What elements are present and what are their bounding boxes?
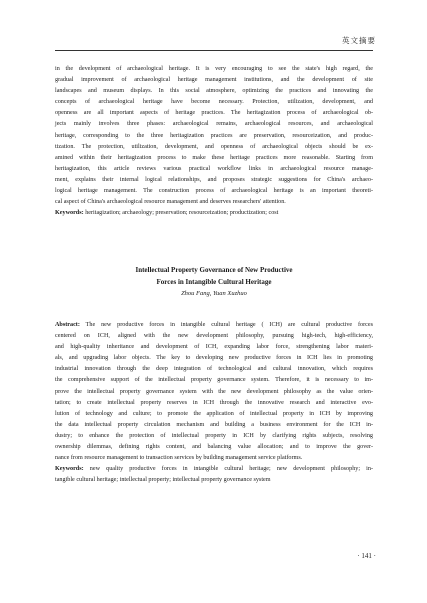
article-authors: Zhou Fang, Yuan Xuzhuo <box>181 290 247 297</box>
text-line: in the development of archaeological heritage. It is very encouraging to see the state's high regard, the <box>55 66 373 72</box>
article-title-block <box>55 264 373 299</box>
second-abstract <box>55 320 373 486</box>
text-line: the data intellectual property circulation mechanism and building a business environment for the ICH in- <box>55 421 373 428</box>
second-keywords <box>55 464 373 486</box>
abstract-label: Abstract: <box>55 322 80 328</box>
text-line: als, and upgrading labor objects. The key to developing new productive forces in ICH lies in promoting <box>55 355 373 362</box>
text-line <box>55 320 373 331</box>
text-line: centered on ICH, aligned with the new development philosophy, pursuing high-tech, high-efficiency, <box>55 333 373 340</box>
text-line: and high-quality inheritance and development of ICH, expanding labor force, strengthening labor materi- <box>55 344 373 351</box>
abstract-text: The new productive forces in intangible cultural heritage ( ICH) are cultural productive forces <box>79 322 373 328</box>
keywords-text: heritagization; archaeology; preservation; resourceization; productization; cost <box>83 210 279 217</box>
text-line: heritage, corresponding to the three heritagization practices are preservation, resourceization, and produc- <box>55 132 373 139</box>
text-line: cal aspect of China's archaeological resource management and deserves researchers' attention. <box>55 199 286 206</box>
text-line: tation; to create intellectual property reserves in ICH through the innovative research and interactive evo- <box>55 399 373 406</box>
article-title-line-1: Intellectual Property Governance of New Productive <box>135 266 293 274</box>
text-line: the comprehensive support of the intellectual property governance system. Therefore, it is necessary to im- <box>55 377 373 384</box>
header-rule <box>55 50 373 51</box>
text-line: jects mainly involves three phases: archaeological remains, archaeological resources, and archaeological <box>55 121 373 128</box>
page-number: · 141 · <box>357 552 376 560</box>
first-abstract <box>55 64 373 219</box>
text-line <box>55 464 373 475</box>
text-line: nance from resource management to transaction services by building management service platforms. <box>55 455 303 462</box>
second-abstract-body <box>55 320 373 464</box>
text-line: concepts of archaeological heritage have become necessary. Protection, utilization, development, and <box>55 99 373 106</box>
first-keywords <box>55 208 373 219</box>
text-line: landscapes and museum displays. In this social atmosphere, optimizing the practices and innovating the <box>55 88 373 95</box>
text-line: tization. The protection, utilization, development, and openness of archaeological objects should be ex- <box>55 143 373 150</box>
running-header: 英文摘要 <box>342 36 376 45</box>
text-line: tangible cultural heritage; intellectual property; intellectual property governance system <box>55 477 271 484</box>
text-line: heritagization, this article reviews various practical workflow links in archaeological resource manage- <box>55 165 373 172</box>
article-title-line-2: Forces in Intangible Cultural Heritage <box>156 278 272 286</box>
text-line: ownership dilemmas, defining rights content, and balancing value allocation; and to improve the gover- <box>55 444 373 451</box>
text-line: lution of technology and culture; to promote the application of intellectual property in ICH by improving <box>55 410 373 417</box>
keywords-label: Keywords: <box>55 210 84 217</box>
text-line: ment, explains their internal logical relationships, and proposes strategic suggestions for China's archaeo- <box>55 176 373 183</box>
text-line: amined within their heritagization process to make these heritage practices more reasonable. Starting from <box>55 154 373 161</box>
text-line: dustry; to enhance the protection of intellectual property in ICH by clarifying rights subjects, resolving <box>55 432 373 439</box>
text-line: prove the intellectual property governance system with the new development philosophy as the value orien- <box>55 388 373 395</box>
first-abstract-body <box>55 64 373 208</box>
keywords-label: Keywords: <box>55 466 84 473</box>
keywords-text: new quality productive forces in intangible cultural heritage; new development philosophy; in- <box>83 466 373 473</box>
text-line: gradual improvement of archaeological heritage management institutions, and the development of site <box>55 77 373 84</box>
text-line: openness are all important aspects of heritage practices. The heritagization process of archaeological ob- <box>55 110 373 117</box>
text-line: industrial innovation through the deep integration of technological and cultural innovation, which requires <box>55 366 373 373</box>
text-line: logical heritage management. The construction process of archaeological heritage is an important theoreti- <box>55 188 373 195</box>
